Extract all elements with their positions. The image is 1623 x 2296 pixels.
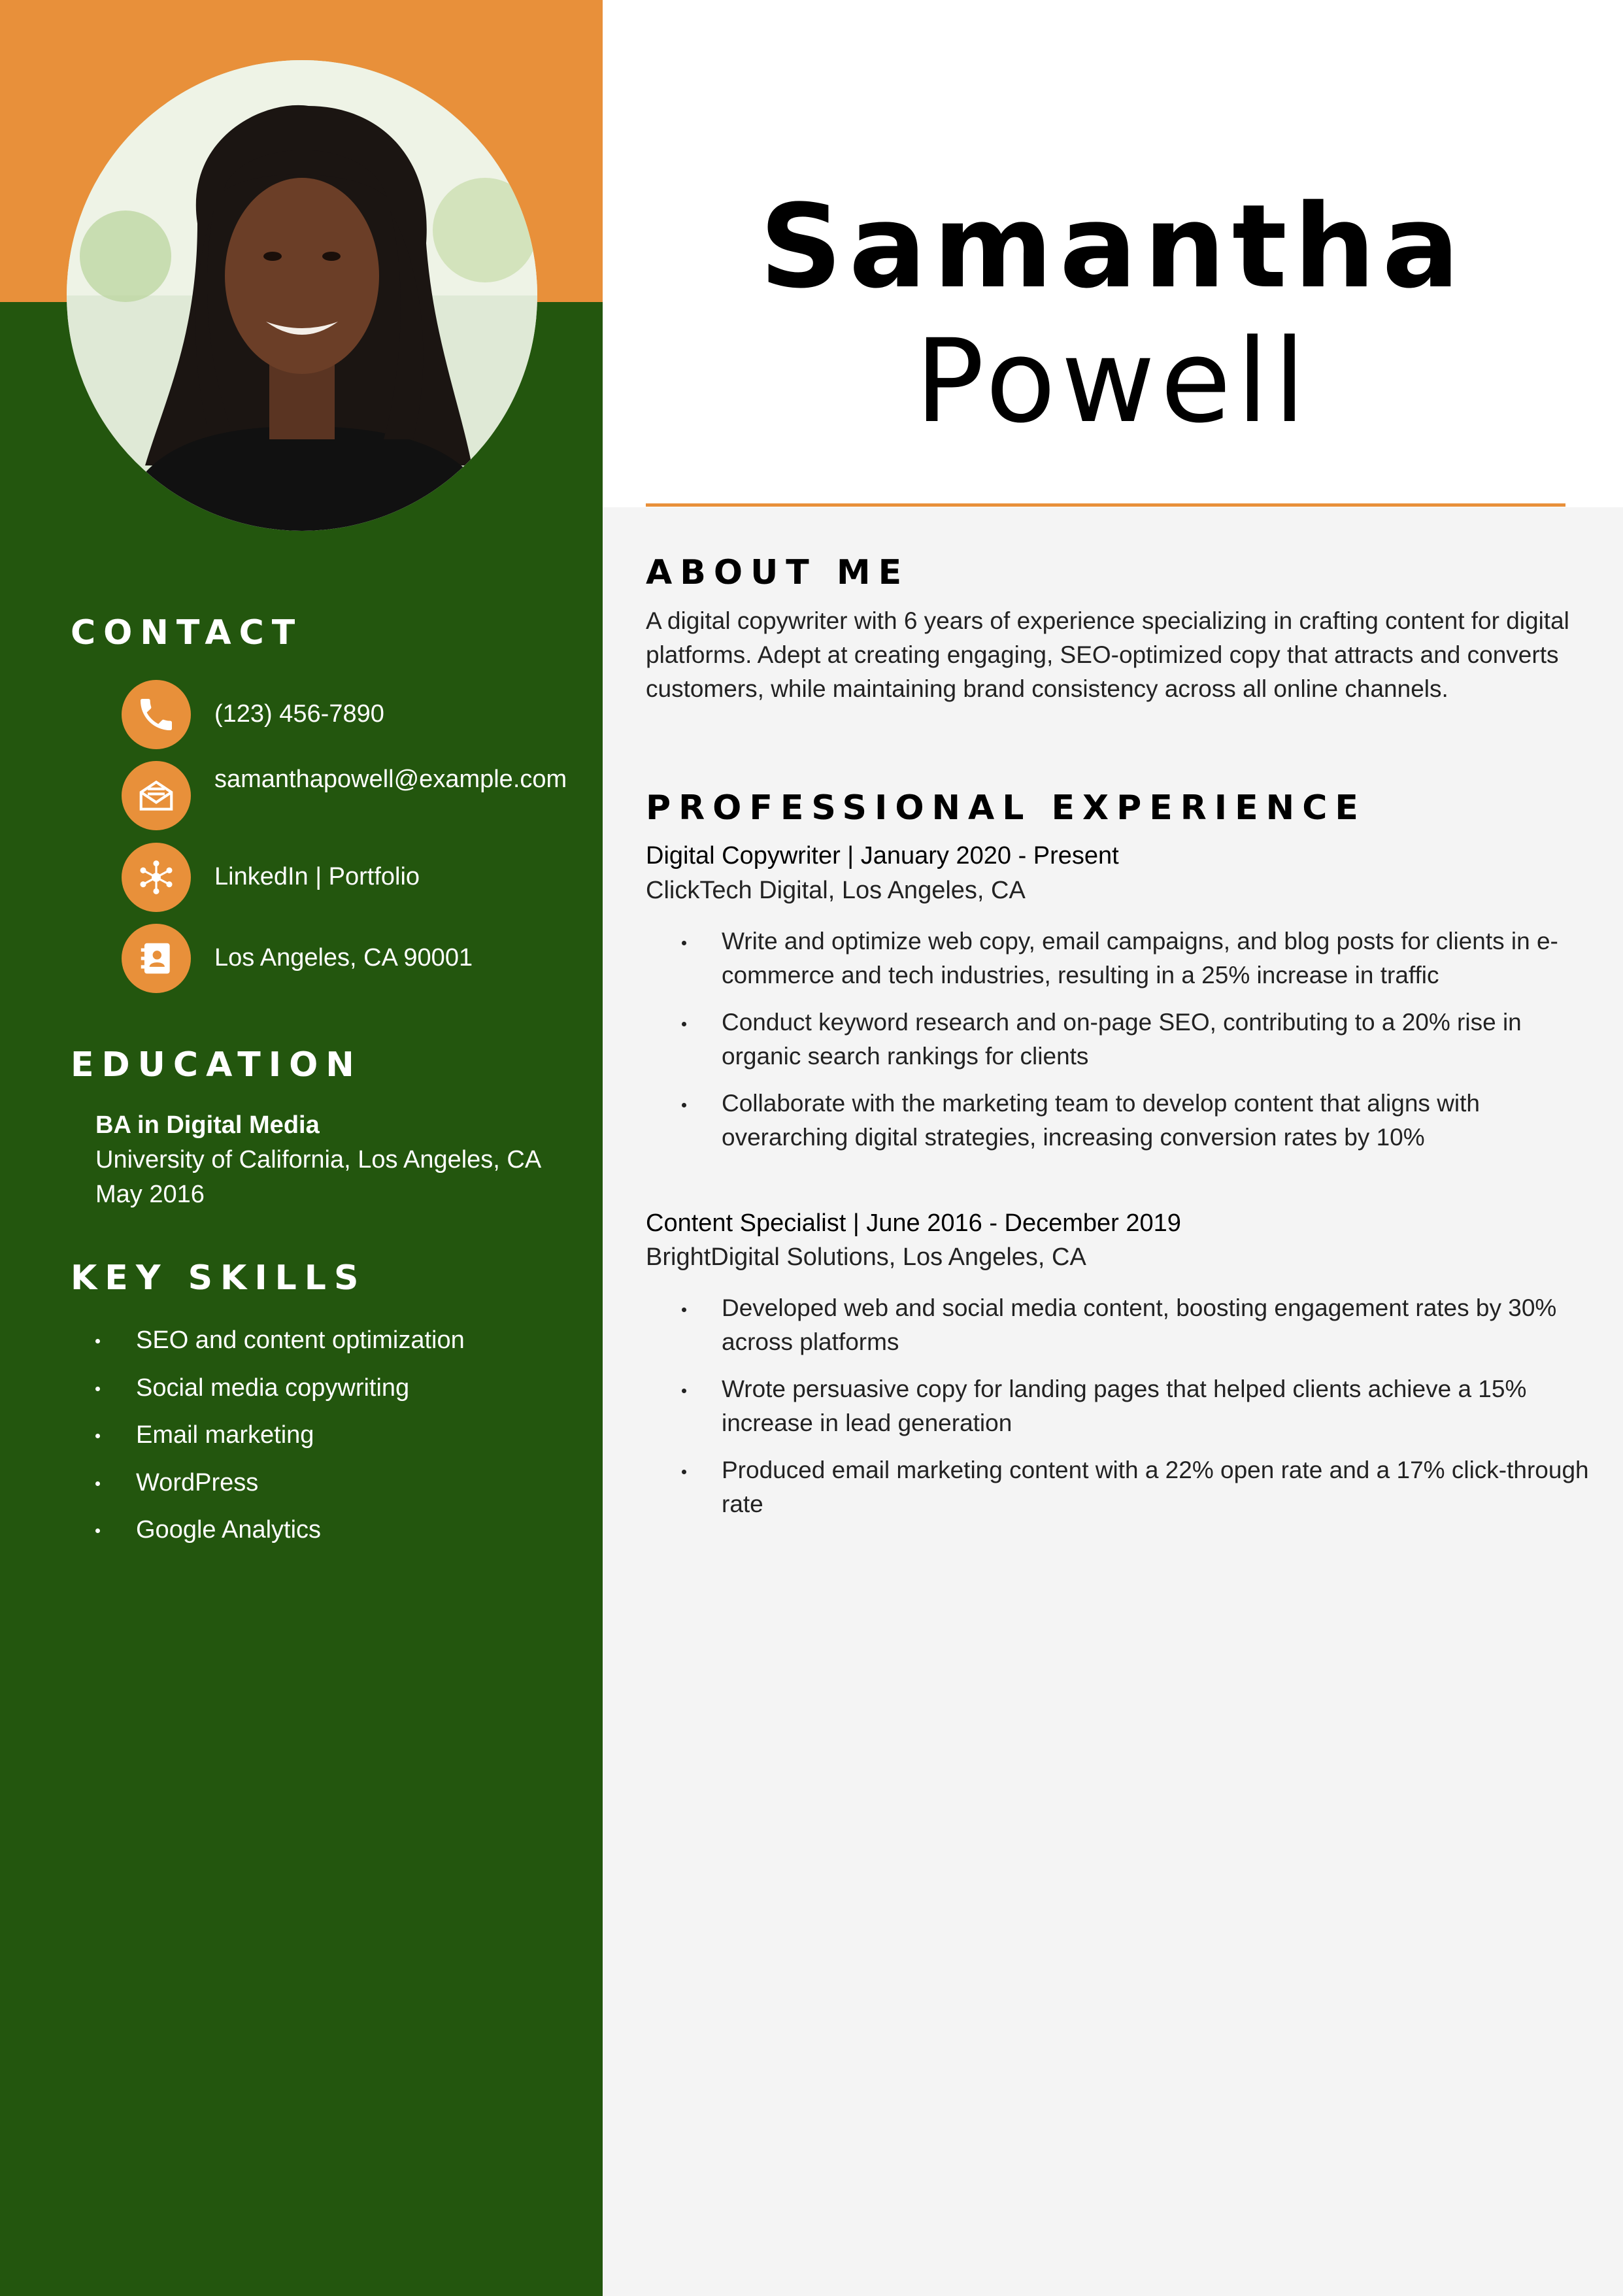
header-divider <box>646 503 1565 507</box>
education-date: May 2016 <box>95 1181 205 1208</box>
experience-heading: PROFESSIONAL EXPERIENCE <box>646 788 1366 828</box>
job-bullets <box>646 924 1594 1168</box>
skills-list <box>95 1319 465 1557</box>
job-title: Content Specialist | June 2016 - December 2019 <box>646 1209 1181 1237</box>
envelope-icon <box>122 761 191 830</box>
list-item <box>646 924 1594 992</box>
bullet-dot <box>682 1022 686 1026</box>
bullet-text: Write and optimize web copy, email campaigns, and blog posts for clients in e-commerce and tech industries, resulting in a 25% increase in traffic <box>722 928 1558 988</box>
bullet-text: Developed web and social media content, boosting engagement rates by 30% across platforms <box>722 1294 1557 1355</box>
list-item <box>646 1087 1594 1155</box>
job-company: ClickTech Digital, Los Angeles, CA <box>646 877 1026 904</box>
bullet-dot <box>95 1481 100 1486</box>
skill-label: Google Analytics <box>136 1516 322 1544</box>
list-item <box>646 1372 1594 1440</box>
about-text: A digital copywriter with 6 years of experience specializing in crafting content for digital platforms. Adept at creating engaging, SEO-optimized copy that attracts and converts customers, while maintaining brand consistency across all online channels. <box>646 607 1569 702</box>
education-heading: EDUCATION <box>71 1045 362 1085</box>
contact-heading: CONTACT <box>71 613 303 652</box>
first-name: Samantha <box>759 180 1467 314</box>
list-item <box>646 1005 1594 1073</box>
bullet-text: Collaborate with the marketing team to develop content that aligns with overarching digital strategies, increasing conversion rates by 10% <box>722 1090 1480 1151</box>
phone-icon <box>122 680 191 749</box>
list-item <box>646 1453 1594 1521</box>
about-heading: ABOUT ME <box>646 553 910 592</box>
list-item <box>95 1462 465 1510</box>
bullet-dot <box>95 1434 100 1438</box>
list-item <box>646 1291 1594 1359</box>
list-item <box>95 1319 465 1367</box>
bullet-dot <box>682 941 686 945</box>
bullet-text: Produced email marketing content with a 22% open rate and a 17% click-through rate <box>722 1457 1589 1517</box>
skills-heading: KEY SKILLS <box>71 1258 367 1298</box>
bullet-dot <box>95 1339 100 1343</box>
address-book-icon <box>122 924 191 993</box>
skill-label: WordPress <box>136 1468 259 1496</box>
bullet-dot <box>682 1389 686 1393</box>
job-company: BrightDigital Solutions, Los Angeles, CA <box>646 1243 1086 1271</box>
network-icon <box>122 843 191 912</box>
job-title: Digital Copywriter | January 2020 - Present <box>646 842 1119 869</box>
list-item <box>95 1509 465 1557</box>
contact-links[interactable]: LinkedIn | Portfolio <box>214 863 420 890</box>
education-school: University of California, Los Angeles, CA <box>95 1146 542 1173</box>
skill-label: Social media copywriting <box>136 1374 410 1402</box>
profile-photo-illustration <box>67 60 537 531</box>
bullet-dot <box>682 1103 686 1107</box>
bullet-dot <box>95 1528 100 1533</box>
last-name: Powell <box>914 314 1311 448</box>
list-item <box>95 1414 465 1462</box>
bullet-dot <box>682 1470 686 1474</box>
profile-photo <box>67 60 537 531</box>
contact-email[interactable]: samanthapowell@example.com <box>214 766 567 793</box>
job-bullets <box>646 1291 1594 1534</box>
skill-label: Email marketing <box>136 1421 314 1449</box>
bullet-text: Wrote persuasive copy for landing pages that helped clients achieve a 15% increase in lead generation <box>722 1376 1527 1436</box>
bullet-dot <box>682 1308 686 1312</box>
bullet-text: Conduct keyword research and on-page SEO, contributing to a 20% rise in organic search rankings for clients <box>722 1009 1522 1070</box>
contact-phone: (123) 456-7890 <box>214 700 384 728</box>
education-degree: BA in Digital Media <box>95 1111 320 1139</box>
skill-label: SEO and content optimization <box>136 1326 465 1354</box>
list-item <box>95 1367 465 1415</box>
bullet-dot <box>95 1387 100 1391</box>
contact-location: Los Angeles, CA 90001 <box>214 944 473 971</box>
